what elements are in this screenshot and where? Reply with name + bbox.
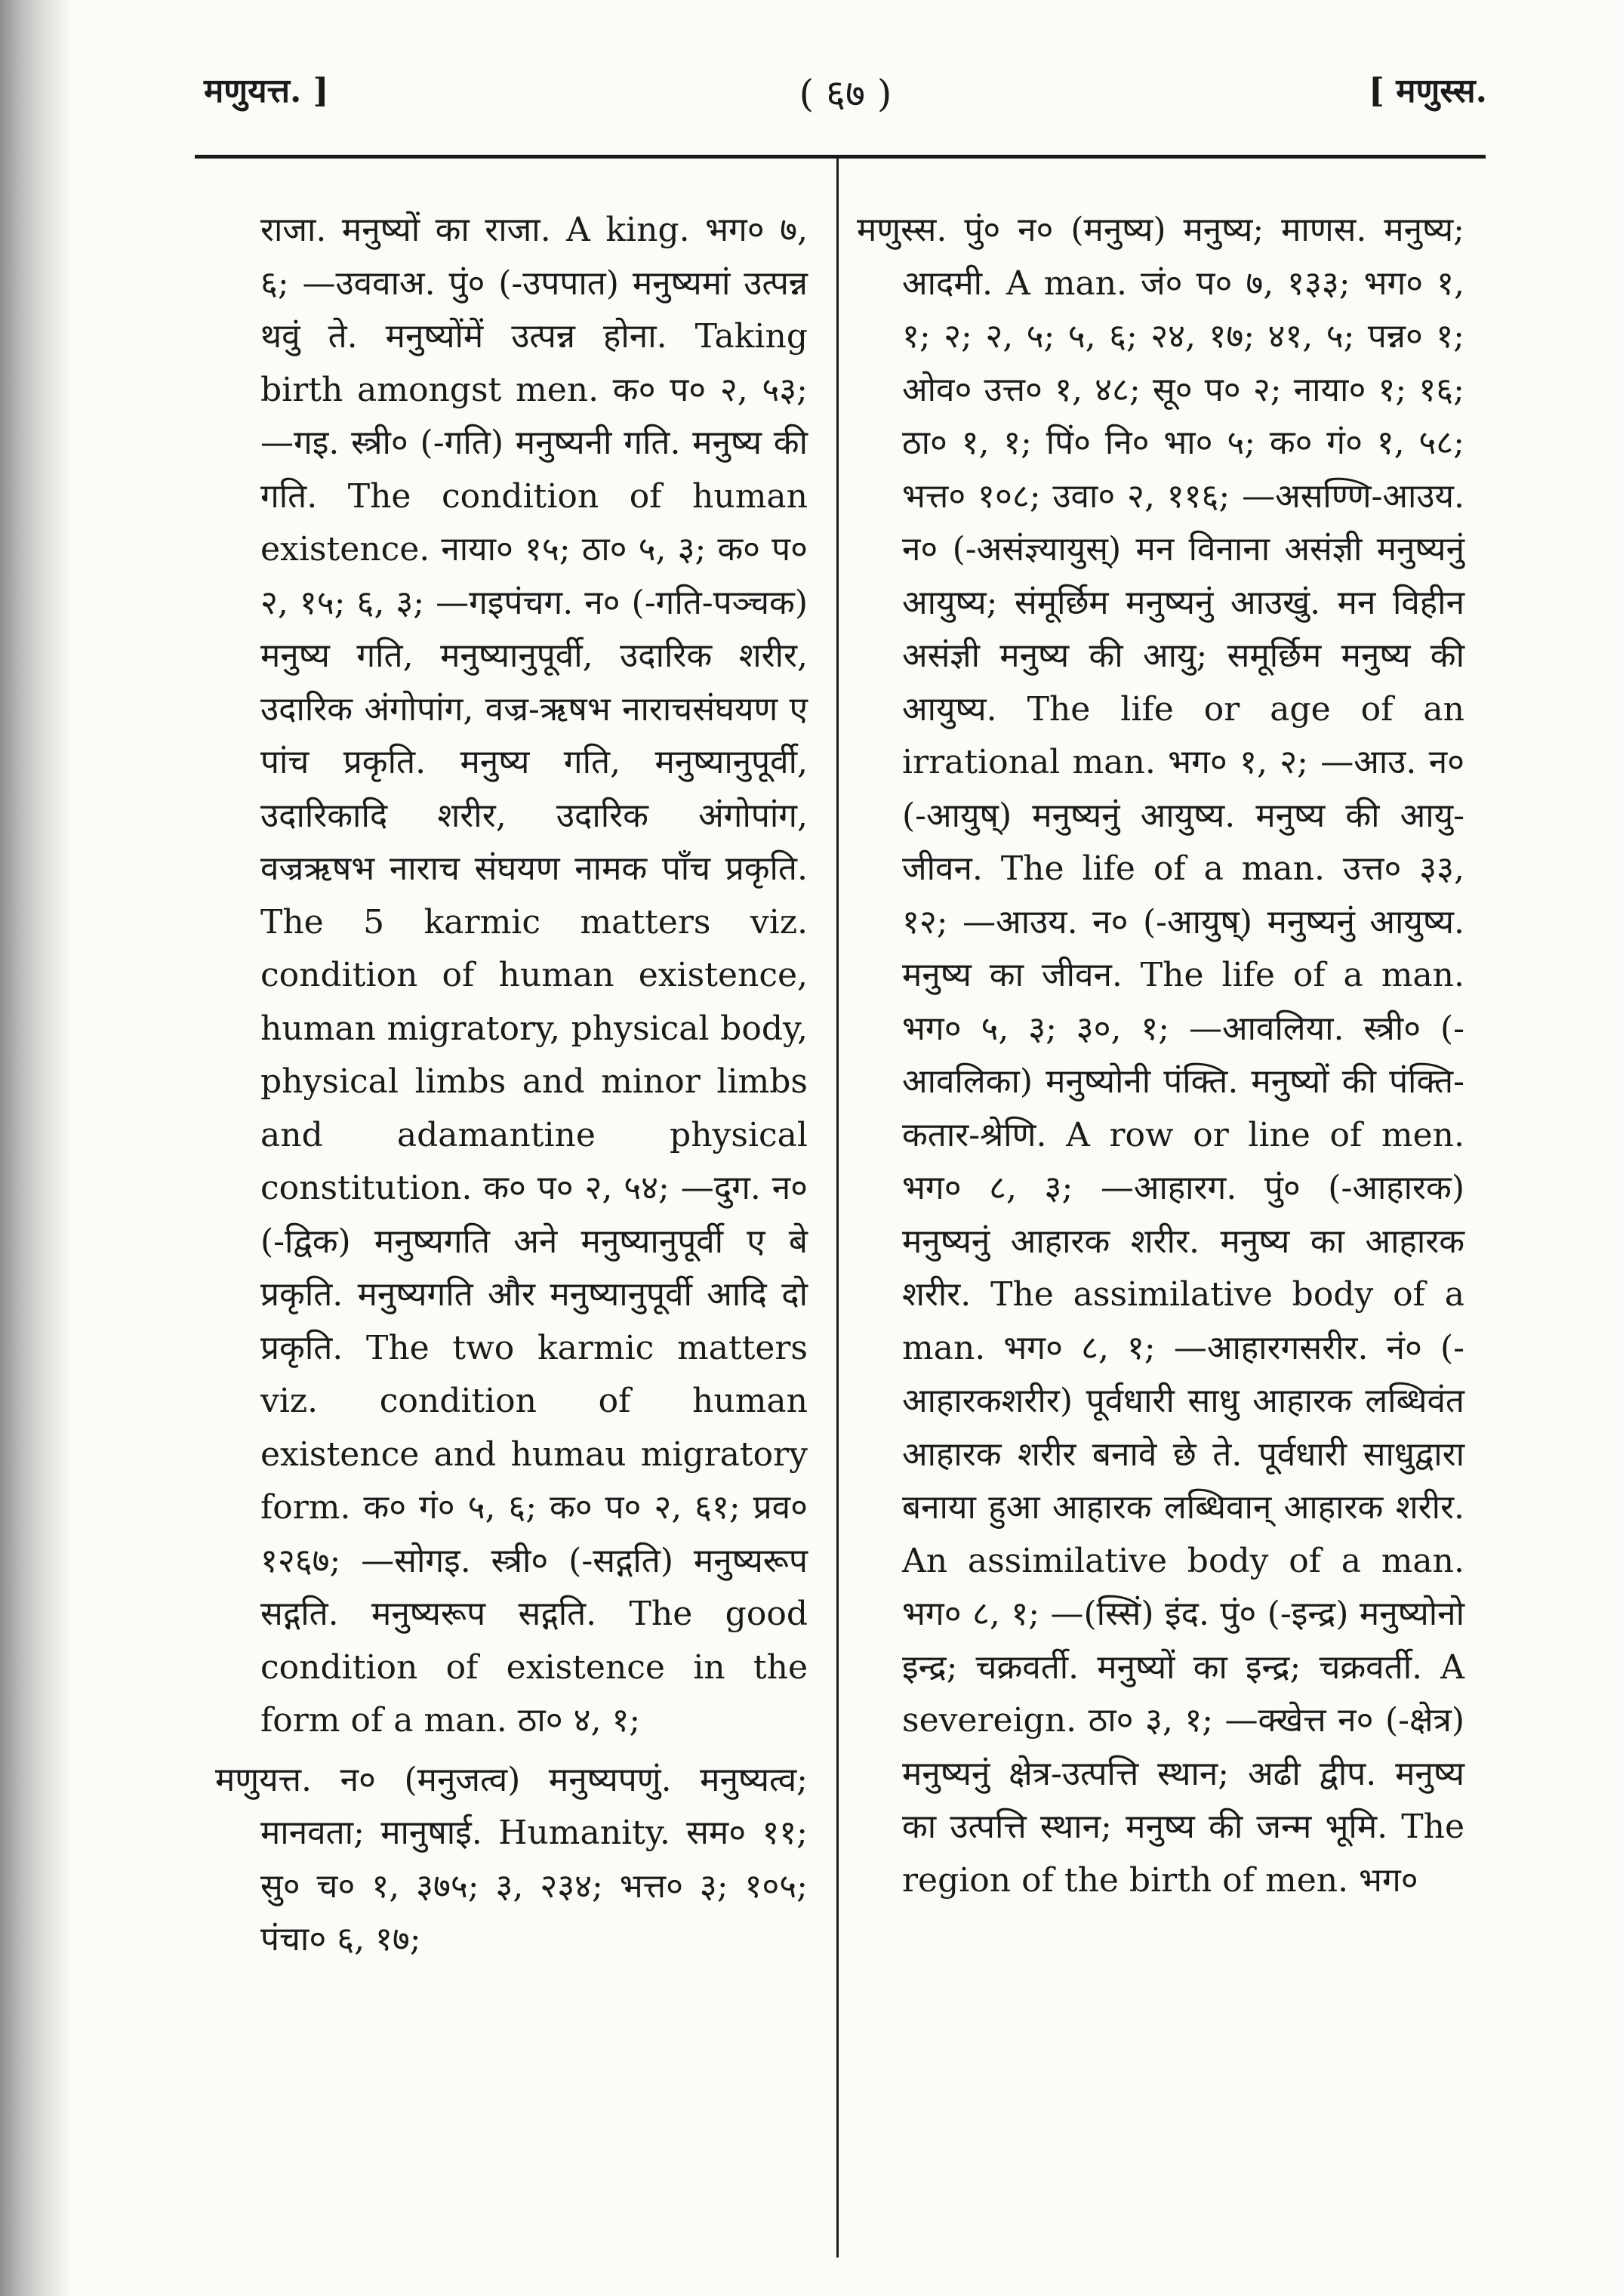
page-header	[204, 66, 1487, 134]
binding-shadow	[0, 0, 72, 2296]
page-number: ( ६७ )	[799, 72, 892, 116]
dictionary-entry-manuyatta: मणुयत्त. न० (मनुजत्व) मनुष्यपणुं. मनुष्यत्व; मानवता; मानुषाई. Humanity. सम० ११; सु० च० १, ३७५; ३, २३४; भत्त० ३; १०५; पंचा० ६, १७;	[215, 1760, 808, 1959]
header-right-guideword: [ मणुस्स.	[1369, 72, 1487, 110]
column-divider	[836, 159, 839, 2257]
header-left-guideword: मणुयत्त. ]	[204, 72, 329, 110]
header-rule	[195, 155, 1486, 159]
left-column	[215, 204, 808, 1973]
dictionary-entry-manussa: मणुस्स. पुं० न० (मनुष्य) मनुष्य; माणस. मनुष्य; आदमी. A man. जं० प० ७, १३३; भग० १, १; २; २, ५; ५, ६; २४, १७; ४१, ५; पन्न० १; ओव० उत्त० १, ४८; सू० प० २; नाया० १; १६; ठा० १, १; पिं० नि० भा० ५; क० गं० १, ५८; भत्त० १०८; उवा० २, ११६; —असण्णि-आउय. न० (-असंज्ञ्यायुस्) मन विनाना असंज्ञी मनुष्यनुं आयुष्य; संमूर्छिम मनुष्यनुं आउखुं. मन विहीन असंज्ञी मनुष्य की आयु; समूर्छिम मनुष्य की आयुष्य. The life or age of an irrational man. भग० १, २; —आउ. न० (-आयुष्) मनुष्यनुं आयुष्य. मनुष्य की आयु-जीवन. The life of a man. उत्त० ३३, १२; —आउय. न० (-आयुष्) मनुष्यनुं आयुष्य. मनुष्य का जीवन. The life of a man. भग० ५, ३; ३०, १; —आवलिया. स्त्री० (-आवलिका) मनुष्योनी पंक्ति. मनुष्यों की पंक्ति-कतार-श्रेणि. A row or line of men. भग० ८, ३; —आहारग. पुं० (-आहारक) मनुष्यनुं आहारक शरीर. मनुष्य का आहारक शरीर. The assimilative body of a man. भग० ८, १; —आहारगसरीर. नं० (-आहारकशरीर) पूर्वधारी साधु आहारक लब्धिवंत आहारक शरीर बनावे छे ते. पूर्वधारी साधुद्वारा बनाया हुआ आहारक लब्धिवान् आहारक शरीर. An assimilative body of a man. भग० ८, १; —(स्सिं) इंद. पुं० (-इन्द्र) मनुष्योनो इन्द्र; चक्रवर्ती. मनुष्यों का इन्द्र; चक्रवर्ती. A severeign. ठा० ३, १; —क्खेत्त न० (-क्षेत्र) मनुष्यनुं क्षेत्र-उत्पत्ति स्थान; अढी द्वीप. मनुष्य का उत्पत्ति स्थान; मनुष्य की जन्म भूमि. The region of the birth of men. भग०	[857, 211, 1464, 1900]
dictionary-entry-continued: राजा. मनुष्यों का राजा. A king. भग० ७, ६; —उववाअ. पुं० (-उपपात) मनुष्यमां उत्पन्न थवुं ते. मनुष्योंमें उत्पन्न होना. Taking birth amongst men. क० प० २, ५३; —गइ. स्त्री० (-गति) मनुष्यनी गति. मनुष्य की गति. The condition of human existence. नाया० १५; ठा० ५, ३; क० प० २, १५; ६, ३; —गइपंचग. न० (-गति-पञ्चक) मनुष्य गति, मनुष्यानुपूर्वी, उदारिक शरीर, उदारिक अंगोपांग, वज्र-ऋषभ नाराचसंघयण ए पांच प्रकृति. मनुष्य गति, मनुष्यानुपूर्वी, उदारिकादि शरीर, उदारिक अंगोपांग, वज्रऋषभ नाराच संघयण नामक पाँच प्रकृति. The 5 karmic matters viz. condition of human existence, human migratory, physical body, physical limbs and minor limbs and adamantine physical constitution. क० प० २, ५४; —दुग. न० (-द्विक) मनुष्यगति अने मनुष्यानुपूर्वी ए बे प्रकृति. मनुष्यगति और मनुष्यानुपूर्वी आदि दो प्रकृति. The two karmic matters viz. condition of human existence and humau migratory form. क० गं० ५, ६; क० प० २, ६१; प्रव० १२६७; —सोगइ. स्त्री० (-सद्गति) मनुष्यरूप सद्गति. मनुष्यरूप सद्गति. The good condition of existence in the form of a man. ठा० ४, १;	[260, 211, 808, 1740]
right-column	[857, 204, 1464, 1913]
